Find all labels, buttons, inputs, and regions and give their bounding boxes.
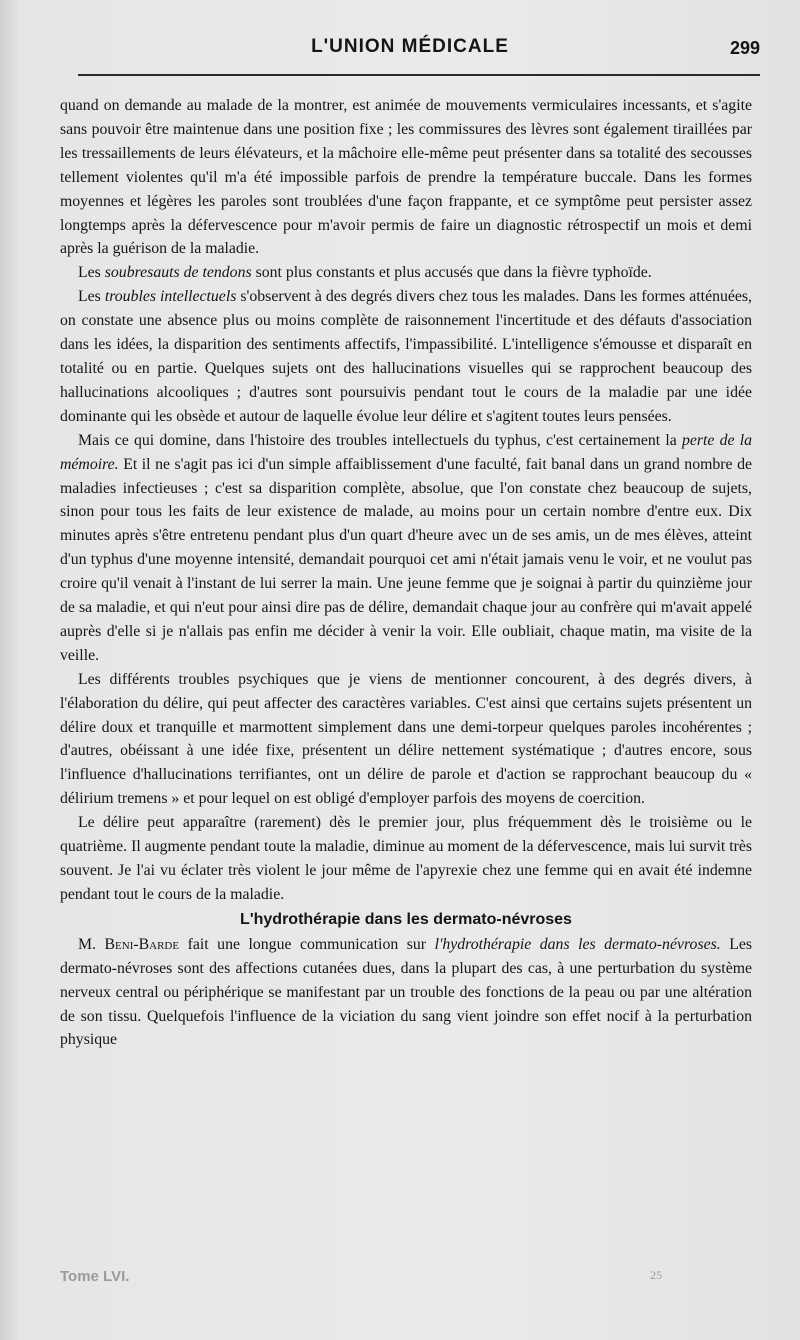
- paragraph-tendon-jerks: [60, 261, 752, 285]
- article-body: [60, 94, 752, 1052]
- page-number: 299: [729, 38, 760, 58]
- italic-term: troubles intellectuels: [104, 288, 237, 306]
- paragraph-hydrotherapy: [60, 933, 752, 1053]
- paragraph-tongue-tremor: quand on demande au malade de la montrer, est animée de mouvements vermiculaires incessants, et s'agite sans pouvoir être maintenue dans une position fixe ; les commissures des lèvres sont également tiraillées par les tressaillements de leurs élévateurs, et la mâchoire elle-même peut présenter dans sa totalité des secousses tellement violentes qu'il m'a été impossible parfois de prendre la température buccale. Dans les formes moyennes et légères les paroles sont troublées d'une façon frappante, et ce symptôme peut persister assez longtemps après la défervescence pour m'avoir permis de faire un diagnostic rétrospectif un mois et demi après la guérison de la maladie.: [60, 97, 752, 258]
- text-run: sont plus constants et plus accusés que dans la fièvre typhoïde.: [255, 264, 652, 282]
- italic-term: l'hydrothérapie dans les dermato-névroses.: [434, 935, 721, 953]
- header-rule: [78, 74, 760, 76]
- text-run: Mais ce qui domine, dans l'histoire des troubles intellectuels du typhus, c'est certainement la: [78, 431, 677, 449]
- signature-mark: 25: [650, 1268, 662, 1282]
- text-run: fait une longue communication sur: [187, 935, 427, 953]
- section-heading: L'hydrothérapie dans les dermato-névroses: [240, 910, 572, 928]
- text-run: s'observent à des degrés divers chez tous les malades. Dans les formes atténuées, on constate une absence plus ou moins complète de raisonnement l'incertitude et des défauts d'association dans les idées, la disparition des sentiments affectifs, l'impassibilité. L'intelligence s'émousse et disparaît en totalité ou en partie. Quelques sujets ont des hallucinations visuelles qui se rapprochent beaucoup des hallucinations alcooliques ; d'autres sont poursuivis pendant tout le cours de la maladie par une idée dominante qui les obsède et autour de laquelle évolue leur délire et s'agitent toutes leurs pensées.: [60, 288, 752, 425]
- text-run: Les dermato-névroses sont des affections cutanées dues, dans la plupart des cas, à une perturbation du système nerveux central ou périphérique se manifestant par un trouble des fonctions de la peau ou par une altération de son tissu. Quelquefois l'influence de la viciation du sang vient joindre son effet nocif à la perturbation physique: [60, 935, 753, 1049]
- italic-term: soubresauts de tendons: [104, 264, 252, 282]
- page-header: [60, 36, 760, 70]
- paragraph-memory-loss: [60, 429, 752, 668]
- paragraph-intellectual-disorders: [60, 285, 752, 428]
- author-name: M. Beni-Barde: [78, 935, 180, 953]
- text-run: Les: [78, 288, 101, 306]
- paragraph-delirium-types: Les différents troubles psychiques que je viens de mentionner concourent, à des degrés divers, à l'élaboration du délire, qui peut affecter des caractères variables. C'est ainsi que certains sujets présentent un délire doux et tranquille et marmottent simplement dans une demi-torpeur quelques paroles incohérentes ; d'autres, obéissant à une idée fixe, présentent un délire nettement systématique ; d'autres encore, sous l'influence d'hallucinations terrifiantes, ont un délire de parole et d'action se rapprochant beaucoup du « délirium tremens » et pour lequel on est obligé d'employer parfois des moyens de coercition.: [60, 670, 752, 808]
- italic-term: perte de la mémoire.: [60, 431, 752, 473]
- text-run: Les: [78, 264, 101, 282]
- volume-label: Tome LVI.: [60, 1268, 130, 1285]
- text-run: Et il ne s'agit pas ici d'un simple affaiblissement d'une faculté, fait banal dans un grand nombre de maladies infectieuses ; c'est sa disparition complète, absolue, que l'on constate chez beaucoup de sujets, sinon pour tous les faits de leur existence de malade, au moins pour un certain nombre d'entre eux. Dix minutes après s'être entretenu pendant plus d'un quart d'heure avec un de ses amis, un de mes élèves, atteint d'un typhus d'une moyenne intensité, demandait pourquoi cet ami n'était jamais venu le voir, et ne voulut pas croire qu'il venait à l'instant de lui serrer la main. Une jeune femme que je soignai à partir du quinzième jour de sa maladie, et qui n'eut pour ainsi dire pas de délire, demandait chaque jour au confrère qui m'avait appelé auprès d'elle si je n'allais pas enfin me décider à venir la voir. Elle oubliait, chaque matin, ma visite de la veille.: [60, 455, 753, 664]
- paragraph-delirium-onset: Le délire peut apparaître (rarement) dès le premier jour, plus fréquemment dès le troisième ou le quatrième. Il augmente pendant toute la maladie, diminue au moment de la défervescence, mais lui survit très souvent. Je l'ai vu éclater très violent le jour même de l'apyrexie chez une femme qui en avait été indemne pendant tout le cours de la maladie.: [60, 814, 752, 903]
- running-title: L'UNION MÉDICALE: [311, 36, 509, 57]
